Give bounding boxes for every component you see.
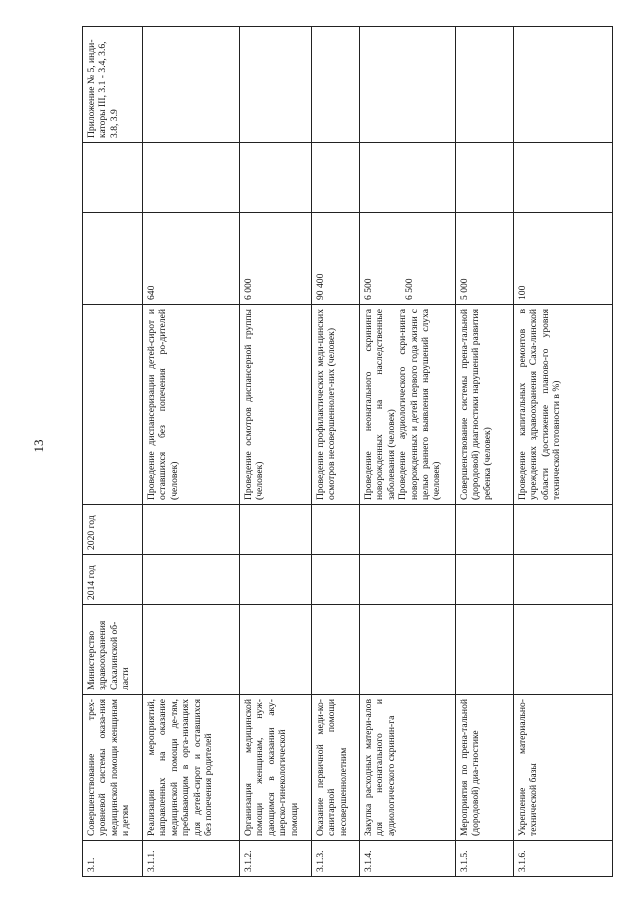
- appendix-link: [456, 27, 514, 143]
- table-row: [240, 27, 312, 877]
- end-year: [143, 505, 240, 555]
- measure-name: Оказание первичной меди-ко-санитарной помощи несовершеннолетним: [312, 695, 360, 841]
- measure-name: Закупка расходных матери-алов для неонатального и аудиологического скринин-га: [360, 695, 456, 841]
- program-table: [82, 26, 613, 877]
- empty-cell: [143, 143, 240, 213]
- appendix-link: Приложение № 5, инди-каторы III, 3.1 - 3.4, 3.6, 3.8, 3.9: [83, 27, 143, 143]
- empty-cell: [83, 143, 143, 213]
- indicator-value-secondary: 6 500: [404, 278, 416, 300]
- executor: [360, 605, 456, 695]
- indicator-value: 90 400: [312, 213, 360, 305]
- indicator-value: 5 000: [456, 213, 514, 305]
- page-number: 13: [31, 439, 46, 453]
- indicator: Совершенствование системы прена-тальной (дородовой) диагностики нарушений развития ребенка (человек): [456, 305, 514, 505]
- empty-cell: [240, 143, 312, 213]
- executor: [456, 605, 514, 695]
- table-row: [143, 27, 240, 877]
- executor: [514, 605, 613, 695]
- measure-name: Организация медицинской помощи женщинам, нуж-дающимся в оказании аку-шерско-гинекологической помощи: [240, 695, 312, 841]
- appendix-link: [240, 27, 312, 143]
- start-year: [240, 555, 312, 605]
- indicator: Проведение неонатального скрининга новорожденных на наследственные заболевания (человек): [363, 309, 397, 500]
- row-number: 3.1.1.: [143, 841, 240, 877]
- row-number: 3.1.: [83, 841, 143, 877]
- table-row: [514, 27, 613, 877]
- indicator-value: 6 500: [363, 278, 374, 300]
- executor: [240, 605, 312, 695]
- empty-cell: [514, 143, 613, 213]
- empty-cell: [312, 143, 360, 213]
- appendix-link: [143, 27, 240, 143]
- indicator: Проведение капитальных ремонтов в учреждениях здравоохранения Саха-линской области (достижение планово-го уровня технической готовности в %): [514, 305, 613, 505]
- indicator-value: [83, 213, 143, 305]
- end-year: [312, 505, 360, 555]
- end-year: [514, 505, 613, 555]
- empty-cell: [360, 143, 456, 213]
- start-year: [143, 555, 240, 605]
- end-year: 2020 год: [83, 505, 143, 555]
- end-year: [456, 505, 514, 555]
- start-year: [312, 555, 360, 605]
- appendix-link: [360, 27, 456, 143]
- table-row: [456, 27, 514, 877]
- start-year: [456, 555, 514, 605]
- rotated-table-container: [82, 27, 612, 877]
- table-row: [312, 27, 360, 877]
- table-row: [83, 27, 143, 877]
- executor: Министерство здравоохранения Сахалинской об-ласти: [83, 605, 143, 695]
- indicator: [83, 305, 143, 505]
- measure-name: Мероприятия по прена-тальной (дородовой) диа-гностике: [456, 695, 514, 841]
- measure-name: Укрепление материально-технической базы: [514, 695, 613, 841]
- measure-name: Совершенствование трех-уровневой системы оказа-ния медицинской помощи женщинам и детям: [83, 695, 143, 841]
- end-year: [240, 505, 312, 555]
- indicator: Проведение осмотров диспансерной группы (человек): [240, 305, 312, 505]
- appendix-link: [514, 27, 613, 143]
- row-number: 3.1.6.: [514, 841, 613, 877]
- row-number: 3.1.2.: [240, 841, 312, 877]
- row-number: 3.1.4.: [360, 841, 456, 877]
- row-number: 3.1.3.: [312, 841, 360, 877]
- measure-name: Реализация мероприятий, направленных на оказание медицинской помощи де-тям, пребывающим в орга-низациях для детей-сирот и оставшихся без попечения родителей: [143, 695, 240, 841]
- indicator-group: [360, 305, 456, 505]
- executor: [312, 605, 360, 695]
- end-year: [360, 505, 456, 555]
- start-year: [360, 555, 456, 605]
- table-row: [360, 27, 456, 877]
- empty-cell: [456, 143, 514, 213]
- start-year: 2014 год: [83, 555, 143, 605]
- indicator-value: 100: [514, 213, 613, 305]
- appendix-link: [312, 27, 360, 143]
- indicator-value-group: [360, 213, 456, 305]
- indicator-value: 640: [143, 213, 240, 305]
- start-year: [514, 555, 613, 605]
- executor: [143, 605, 240, 695]
- indicator-value: 6 000: [240, 213, 312, 305]
- indicator: Проведение профилактических меди-цинских осмотров несовершеннолет-них (человек): [312, 305, 360, 505]
- row-number: 3.1.5.: [456, 841, 514, 877]
- indicator: Проведение диспансеризации детей-сирот и оставшихся без попечения ро-дителей (человек): [143, 305, 240, 505]
- indicator-secondary: Проведение аудиологического скри-нинга новорожденных и детей первого года жизни с целью раннего выявления нарушений слуха (человек): [397, 309, 443, 500]
